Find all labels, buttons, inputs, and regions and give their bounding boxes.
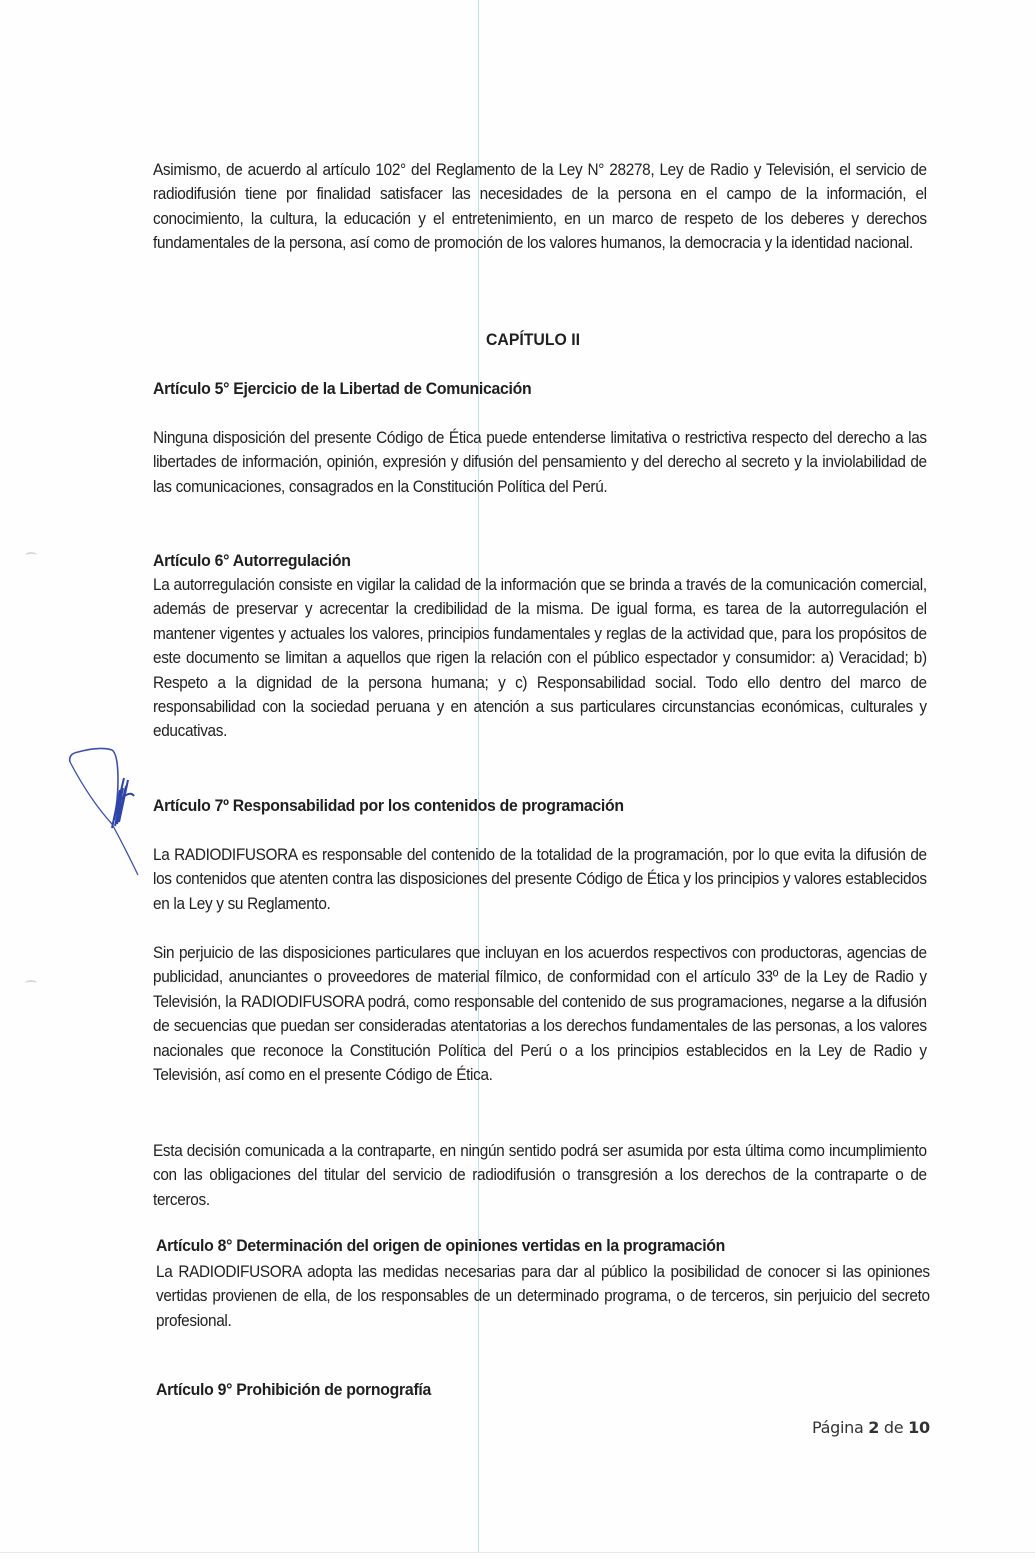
handwritten-signature: [60, 740, 150, 895]
article-8-paragraph: La RADIODIFUSORA adopta las medidas necesarias para dar al público la posibilidad de conocer si las opiniones vertidas provienen de ella, de los responsables de un determinado programa, o de terceros, sin perjuicio del secreto profesional.: [156, 1263, 930, 1330]
article-5-heading: Artículo 5° Ejercicio de la Libertad de Comunicación: [153, 379, 532, 398]
article-7-heading: Artículo 7º Responsabilidad por los contenidos de programación: [153, 796, 624, 815]
scan-mark: [25, 980, 37, 986]
article-7-paragraph-1: La RADIODIFUSORA es responsable del contenido de la totalidad de la programación, por lo que evita la difusión de los contenidos que atenten contra las disposiciones del presente Código de Ética y los principios y valores establecidos en la Ley y su Reglamento.: [153, 846, 927, 913]
article-7-paragraph-3: Esta decisión comunicada a la contraparte, en ningún sentido podrá ser asumida por esta última como incumplimiento con las obligaciones del titular del servicio de radiodifusión o transgresión a los derechos de la contraparte o de terceros.: [153, 1142, 927, 1209]
chapter-title: CAPÍTULO II: [486, 330, 580, 349]
article-6-heading: Artículo 6° Autorregulación: [153, 551, 351, 570]
intro-paragraph: Asimismo, de acuerdo al artículo 102° del Reglamento de la Ley N° 28278, Ley de Radio y Televisión, el servicio de radiodifusión tiene por finalidad satisfacer las necesidades de la persona en el campo de la información, el conocimiento, la cultura, la educación y el entretenimiento, en un marco de respeto de los deberes y derechos fundamentales de la persona, así como de promoción de los valores humanos, la democracia y la identidad nacional.: [153, 161, 927, 253]
page-label: Página: [812, 1418, 864, 1437]
page-total: 10: [908, 1418, 930, 1437]
scan-mark: [25, 552, 37, 558]
article-5-paragraph: Ninguna disposición del presente Código de Ética puede entenderse limitativa o restrictiva respecto del derecho a las libertades de información, opinión, expresión y difusión del pensamiento y del derecho al secreto y la inviolabilidad de las comunicaciones, consagrados en la Constitución Política del Perú.: [153, 429, 927, 496]
article-8-heading: Artículo 8° Determinación del origen de opiniones vertidas en la programación: [156, 1236, 726, 1255]
page-footer: [812, 1418, 930, 1437]
article-7-paragraph-2: Sin perjuicio de las disposiciones particulares que incluyan en los acuerdos respectivos con productoras, agencias de publicidad, anunciantes o proveedores de material fílmico, de conformidad con el artículo 33º de la Ley de Radio y Televisión, la RADIODIFUSORA podrá, como responsable del contenido de sus programaciones, negarse a la difusión de secuencias que puedan ser consideradas atentatorias a los derechos fundamentales de las personas, a los valores nacionales que reconoce la Constitución Política del Perú o a los principios establecidos en la Ley de Radio y Televisión, así como en el presente Código de Ética.: [153, 944, 927, 1085]
article-9-heading: Artículo 9° Prohibición de pornografía: [156, 1380, 432, 1399]
page-number: 2: [868, 1418, 880, 1437]
page-of-label: de: [883, 1418, 904, 1437]
article-6-paragraph: La autorregulación consiste en vigilar la calidad de la información que se brinda a través de la comunicación comercial, además de preservar y acrecentar la credibilidad de la misma. De igual forma, es tarea de la autorregulación el mantener vigentes y actuales los valores, principios fundamentales y reglas de la actividad que, para los propósitos de este documento se limitan a aquellos que rigen la relación con el público espectador y consumidor: a) Veracidad; b) Respeto a la dignidad de la persona humana; y c) Responsabilidad social. Todo ello dentro del marco de responsabilidad con la sociedad peruana y en atención a sus particulares circunstancias económicas, culturales y educativas.: [153, 576, 927, 741]
